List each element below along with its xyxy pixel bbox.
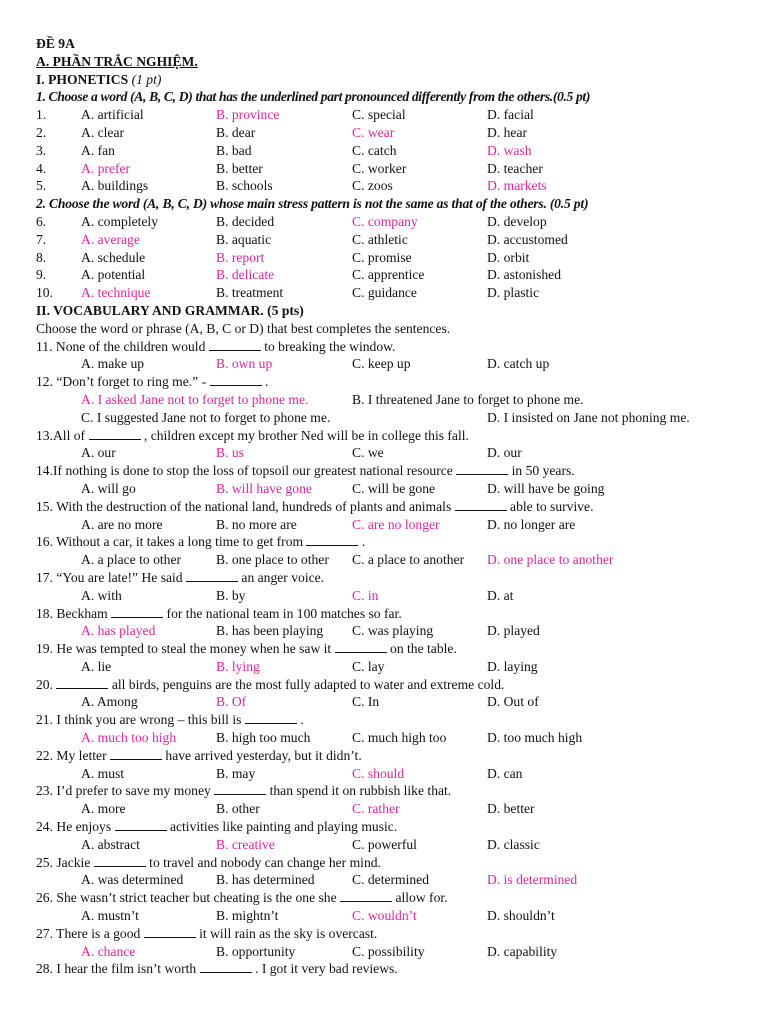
option-d[interactable]: D. orbit bbox=[487, 249, 530, 265]
option-c[interactable]: C. rather bbox=[352, 801, 400, 817]
option-b[interactable]: B. creative bbox=[216, 836, 275, 852]
option-c[interactable]: C. athletic bbox=[352, 231, 408, 247]
option-d[interactable]: D. facial bbox=[487, 107, 534, 123]
stem-text: 20. bbox=[36, 676, 53, 692]
option-d[interactable]: D. Out of bbox=[487, 694, 539, 710]
option-d[interactable]: D. played bbox=[487, 623, 540, 639]
option-d[interactable]: D. wash bbox=[487, 142, 532, 158]
stem-text: 23. I’d prefer to save my money bbox=[36, 783, 211, 799]
option-b[interactable]: B. may bbox=[216, 765, 256, 781]
vocab-instruction: Choose the word or phrase (A, B, C or D) that best completes the sentences. bbox=[36, 320, 451, 336]
option-d[interactable]: D. no longer are bbox=[487, 516, 576, 532]
answer-blank[interactable] bbox=[110, 747, 162, 760]
option-a[interactable]: A. our bbox=[81, 445, 116, 461]
option-d[interactable]: D. markets bbox=[487, 178, 547, 194]
option-a[interactable]: A. chance bbox=[81, 943, 136, 959]
option-d[interactable]: D. will have be going bbox=[487, 480, 605, 496]
stem-text: 22. My letter bbox=[36, 747, 107, 763]
option-c[interactable]: C. keep up bbox=[352, 356, 411, 372]
question-row bbox=[36, 142, 748, 160]
option-a[interactable]: A. a place to other bbox=[81, 552, 182, 568]
stem-text-end: activities like painting and playing music. bbox=[169, 819, 398, 835]
option-d[interactable]: D. develop bbox=[487, 213, 547, 229]
stem-24 bbox=[36, 818, 748, 836]
option-d[interactable]: D. laying bbox=[487, 658, 538, 674]
option-c[interactable]: C. was playing bbox=[352, 623, 434, 639]
answer-blank[interactable] bbox=[89, 427, 141, 440]
options-23 bbox=[36, 800, 748, 818]
options-25 bbox=[36, 871, 748, 889]
answer-blank[interactable] bbox=[210, 373, 262, 386]
answer-blank[interactable] bbox=[456, 462, 508, 475]
question-row bbox=[36, 213, 748, 231]
option-b[interactable]: B. no more are bbox=[216, 516, 297, 532]
stem-text-end: have arrived yesterday, but it didn’t. bbox=[165, 747, 362, 763]
options-12a bbox=[36, 391, 748, 409]
stem-22 bbox=[36, 747, 748, 765]
options-11 bbox=[36, 355, 748, 373]
option-a[interactable]: A. must bbox=[81, 765, 125, 781]
option-d[interactable]: D. I insisted on Jane not phoning me. bbox=[487, 409, 690, 425]
option-c[interactable]: C. we bbox=[352, 445, 384, 461]
stem-text-end: all birds, penguins are the most fully adapted to water and extreme cold. bbox=[111, 676, 505, 692]
option-a[interactable]: A. abstract bbox=[81, 836, 140, 852]
vocab-title: II. VOCABULARY AND GRAMMAR. (5 pts) bbox=[36, 302, 304, 318]
stem-text: 13.All of bbox=[36, 427, 86, 443]
options-19 bbox=[36, 658, 748, 676]
answer-blank[interactable] bbox=[245, 711, 297, 724]
question-row bbox=[36, 249, 748, 267]
option-b[interactable]: B. lying bbox=[216, 658, 260, 674]
option-a[interactable]: A. was determined bbox=[81, 872, 184, 888]
stem-text: 28. I hear the film isn’t worth bbox=[36, 961, 197, 977]
stem-12 bbox=[36, 373, 748, 391]
question-row bbox=[36, 160, 748, 178]
stem-text-end: able to survive. bbox=[510, 498, 594, 514]
stem-26 bbox=[36, 889, 748, 907]
option-b[interactable]: B. delicate bbox=[216, 267, 275, 283]
answer-blank[interactable] bbox=[144, 925, 196, 938]
option-b[interactable]: B. aquatic bbox=[216, 231, 272, 247]
option-b[interactable]: B. province bbox=[216, 107, 280, 123]
stem-text-end: . bbox=[264, 374, 269, 390]
options-13 bbox=[36, 444, 748, 462]
phonetics-title: I. PHONETICS bbox=[36, 71, 129, 87]
option-a[interactable]: A. clear bbox=[81, 124, 125, 140]
option-a[interactable]: A. has played bbox=[81, 623, 156, 639]
option-d[interactable]: D. classic bbox=[487, 836, 540, 852]
stem-18 bbox=[36, 605, 748, 623]
stem-17 bbox=[36, 569, 748, 587]
stem-text: 16. Without a car, it takes a long time to get from bbox=[36, 534, 304, 550]
option-a[interactable]: A. schedule bbox=[81, 249, 146, 265]
option-b[interactable]: B. other bbox=[216, 801, 260, 817]
question-number: 1. bbox=[36, 107, 47, 123]
q2-instruction: 2. Choose the word (A, B, C, D) whose main stress pattern is not the same as that of the others. (0.5 pt) bbox=[36, 196, 589, 212]
option-b[interactable]: B. mightn’t bbox=[216, 908, 279, 924]
options-20 bbox=[36, 693, 748, 711]
option-b[interactable]: B. Of bbox=[216, 694, 247, 710]
option-c[interactable]: C. special bbox=[352, 107, 406, 123]
option-a[interactable]: A. I asked Jane not to forget to phone me. bbox=[81, 391, 309, 407]
option-b[interactable]: B. dear bbox=[216, 124, 256, 140]
option-a[interactable]: A. with bbox=[81, 587, 122, 603]
option-d[interactable]: D. is determined bbox=[487, 872, 578, 888]
option-b[interactable]: B. has determined bbox=[216, 872, 315, 888]
stem-text: 21. I think you are wrong – this bill is bbox=[36, 712, 242, 728]
stem-text-end: . I got it very bad reviews. bbox=[255, 961, 398, 977]
option-c[interactable]: C. are no longer bbox=[352, 516, 440, 532]
options-26 bbox=[36, 907, 748, 925]
stem-text-end: it will rain as the sky is overcast. bbox=[199, 925, 378, 941]
stem-text-end: . bbox=[361, 534, 366, 550]
option-a[interactable]: A. are no more bbox=[81, 516, 163, 532]
stem-text: 18. Beckham bbox=[36, 605, 108, 621]
option-b[interactable]: B. will have gone bbox=[216, 480, 312, 496]
option-a[interactable]: A. average bbox=[81, 231, 140, 247]
options-22 bbox=[36, 765, 748, 783]
option-d[interactable]: D. hear bbox=[487, 124, 528, 140]
phonetics-points: (1 pt) bbox=[131, 71, 162, 87]
option-b[interactable]: B. own up bbox=[216, 356, 273, 372]
options-14 bbox=[36, 480, 748, 498]
option-a[interactable]: A. Among bbox=[81, 694, 138, 710]
question-number: 9. bbox=[36, 267, 47, 283]
stem-23 bbox=[36, 782, 748, 800]
stem-text: 26. She wasn’t strict teacher but cheating is the one she bbox=[36, 890, 337, 906]
answer-blank[interactable] bbox=[94, 854, 146, 867]
option-c[interactable]: C. catch bbox=[352, 142, 397, 158]
option-b[interactable]: B. one place to other bbox=[216, 552, 329, 568]
stem-28 bbox=[36, 960, 748, 978]
stem-text-end: , children except my brother Ned will be in college this fall. bbox=[143, 427, 469, 443]
option-d[interactable]: D. at bbox=[487, 587, 514, 603]
answer-blank[interactable] bbox=[306, 533, 358, 546]
question-row bbox=[36, 106, 748, 124]
option-a[interactable]: A. lie bbox=[81, 658, 112, 674]
option-b[interactable]: B. schools bbox=[216, 178, 273, 194]
option-d[interactable]: D. astonished bbox=[487, 267, 562, 283]
option-c[interactable]: C. promise bbox=[352, 249, 412, 265]
question-row bbox=[36, 124, 748, 142]
option-c[interactable]: C. wear bbox=[352, 124, 395, 140]
options-16 bbox=[36, 551, 748, 569]
question-row bbox=[36, 284, 748, 302]
stem-text-end: in 50 years. bbox=[511, 463, 575, 479]
section-a-title: A. PHẦN TRẮC NGHIỆM. bbox=[36, 53, 198, 69]
option-a[interactable]: A. mustn’t bbox=[81, 908, 139, 924]
stem-13 bbox=[36, 427, 748, 445]
option-b[interactable]: B. by bbox=[216, 587, 246, 603]
option-b[interactable]: B. report bbox=[216, 249, 265, 265]
stem-27 bbox=[36, 925, 748, 943]
question-number: 7. bbox=[36, 231, 47, 247]
stem-text: 17. “You are late!” He said bbox=[36, 569, 183, 585]
answer-blank[interactable] bbox=[209, 338, 261, 351]
option-c[interactable]: C. much high too bbox=[352, 730, 447, 746]
option-c[interactable]: C. wouldn’t bbox=[352, 908, 417, 924]
option-c[interactable]: C. powerful bbox=[352, 836, 417, 852]
option-d[interactable]: D. catch up bbox=[487, 356, 550, 372]
stem-text: 12. “Don’t forget to ring me.” - bbox=[36, 374, 207, 390]
option-c[interactable]: C. In bbox=[352, 694, 380, 710]
stress-list bbox=[36, 213, 748, 302]
option-a[interactable]: A. completely bbox=[81, 213, 159, 229]
stem-20 bbox=[36, 676, 748, 694]
option-d[interactable]: D. shouldn’t bbox=[487, 908, 555, 924]
question-row bbox=[36, 266, 748, 284]
question-number: 6. bbox=[36, 213, 47, 229]
option-a[interactable]: A. potential bbox=[81, 267, 146, 283]
option-d[interactable]: D. can bbox=[487, 765, 523, 781]
answer-blank[interactable] bbox=[111, 605, 163, 618]
phonetics-list bbox=[36, 106, 748, 195]
exam-code: ĐỀ 9A bbox=[36, 36, 75, 51]
option-d[interactable]: D. accustomed bbox=[487, 231, 568, 247]
stem-text: 25. Jackie bbox=[36, 854, 91, 870]
option-b[interactable]: B. high too much bbox=[216, 730, 311, 746]
options-21 bbox=[36, 729, 748, 747]
option-c[interactable]: C. determined bbox=[352, 872, 430, 888]
question-number: 8. bbox=[36, 249, 47, 265]
option-c[interactable]: C. apprentice bbox=[352, 267, 425, 283]
option-d[interactable]: D. plastic bbox=[487, 285, 540, 301]
stem-25 bbox=[36, 854, 748, 872]
option-d[interactable]: D. one place to another bbox=[487, 552, 614, 568]
question-number: 4. bbox=[36, 160, 47, 176]
phonetics-heading bbox=[36, 71, 748, 89]
stem-text: 14.If nothing is done to stop the loss of topsoil our greatest national resource bbox=[36, 463, 453, 479]
answer-blank[interactable] bbox=[115, 818, 167, 831]
stem-text: 27. There is a good bbox=[36, 925, 141, 941]
option-b[interactable]: B. bad bbox=[216, 142, 252, 158]
stem-text-end: to breaking the window. bbox=[264, 338, 396, 354]
stem-text: 19. He was tempted to steal the money when he saw it bbox=[36, 641, 332, 657]
question-number: 2. bbox=[36, 124, 47, 140]
answer-blank[interactable] bbox=[455, 498, 507, 511]
option-d[interactable]: D. too much high bbox=[487, 730, 583, 746]
exam-page bbox=[36, 35, 748, 978]
stem-14 bbox=[36, 462, 748, 480]
answer-blank[interactable] bbox=[200, 960, 252, 973]
option-b[interactable]: B. decided bbox=[216, 213, 275, 229]
stem-text-end: an anger voice. bbox=[241, 569, 325, 585]
option-d[interactable]: D. teacher bbox=[487, 160, 543, 176]
option-c[interactable]: C. possibility bbox=[352, 943, 425, 959]
stem-21 bbox=[36, 711, 748, 729]
option-c[interactable]: C. should bbox=[352, 765, 405, 781]
option-a[interactable]: A. more bbox=[81, 801, 126, 817]
stem-text: 24. He enjoys bbox=[36, 819, 112, 835]
options-17 bbox=[36, 587, 748, 605]
stem-19 bbox=[36, 640, 748, 658]
option-c[interactable]: C. a place to another bbox=[352, 552, 465, 568]
q1-instruction: 1. Choose a word (A, B, C, D) that has the underlined part pronounced differently from the others.(0.5 pt) bbox=[36, 89, 591, 105]
stem-text-end: for the national team in 100 matches so far. bbox=[166, 605, 402, 621]
option-c[interactable]: C. worker bbox=[352, 160, 407, 176]
answer-blank[interactable] bbox=[214, 782, 266, 795]
option-a[interactable]: A. will go bbox=[81, 480, 136, 496]
option-c[interactable]: C. zoos bbox=[352, 178, 393, 194]
question-row bbox=[36, 231, 748, 249]
options-12b bbox=[36, 409, 748, 427]
option-a[interactable]: A. fan bbox=[81, 142, 115, 158]
option-c[interactable]: C. guidance bbox=[352, 285, 417, 301]
answer-blank[interactable] bbox=[56, 676, 108, 689]
option-b[interactable]: B. us bbox=[216, 445, 244, 461]
stem-16 bbox=[36, 533, 748, 551]
options-27 bbox=[36, 943, 748, 961]
option-a[interactable]: A. buildings bbox=[81, 178, 149, 194]
answer-blank[interactable] bbox=[340, 889, 392, 902]
option-c[interactable]: C. will be gone bbox=[352, 480, 436, 496]
option-a[interactable]: A. much too high bbox=[81, 730, 177, 746]
option-c[interactable]: C. company bbox=[352, 213, 418, 229]
stem-text-end: than spend it on rubbish like that. bbox=[269, 783, 452, 799]
question-row bbox=[36, 177, 748, 195]
stem-11 bbox=[36, 338, 748, 356]
option-d[interactable]: D. capability bbox=[487, 943, 558, 959]
option-b[interactable]: B. treatment bbox=[216, 285, 284, 301]
option-a[interactable]: A. prefer bbox=[81, 160, 131, 176]
options-24 bbox=[36, 836, 748, 854]
question-number: 10. bbox=[36, 285, 53, 301]
question-number: 5. bbox=[36, 178, 47, 194]
stem-15 bbox=[36, 498, 748, 516]
answer-blank[interactable] bbox=[186, 569, 238, 582]
option-c[interactable]: C. I suggested Jane not to forget to phone me. bbox=[81, 409, 331, 425]
option-c[interactable]: C. lay bbox=[352, 658, 385, 674]
option-d[interactable]: D. our bbox=[487, 445, 522, 461]
options-15 bbox=[36, 516, 748, 534]
stem-text: 11. None of the children would bbox=[36, 338, 206, 354]
stem-text-end: to travel and nobody can change her mind. bbox=[149, 854, 381, 870]
stem-text-end: . bbox=[300, 712, 304, 728]
options-18 bbox=[36, 622, 748, 640]
option-a[interactable]: A. technique bbox=[81, 285, 151, 301]
option-b[interactable]: B. opportunity bbox=[216, 943, 296, 959]
answer-blank[interactable] bbox=[335, 640, 387, 653]
option-d[interactable]: D. better bbox=[487, 801, 535, 817]
stem-text-end: on the table. bbox=[390, 641, 457, 657]
option-a[interactable]: A. artificial bbox=[81, 107, 144, 123]
option-b[interactable]: B. has been playing bbox=[216, 623, 324, 639]
option-a[interactable]: A. make up bbox=[81, 356, 145, 372]
stem-text: 15. With the destruction of the national land, hundreds of plants and animals bbox=[36, 498, 452, 514]
question-number: 3. bbox=[36, 142, 47, 158]
option-c[interactable]: C. in bbox=[352, 587, 379, 603]
option-b[interactable]: B. better bbox=[216, 160, 263, 176]
option-b[interactable]: B. I threatened Jane to forget to phone me. bbox=[352, 391, 584, 407]
stem-text-end: allow for. bbox=[395, 890, 448, 906]
